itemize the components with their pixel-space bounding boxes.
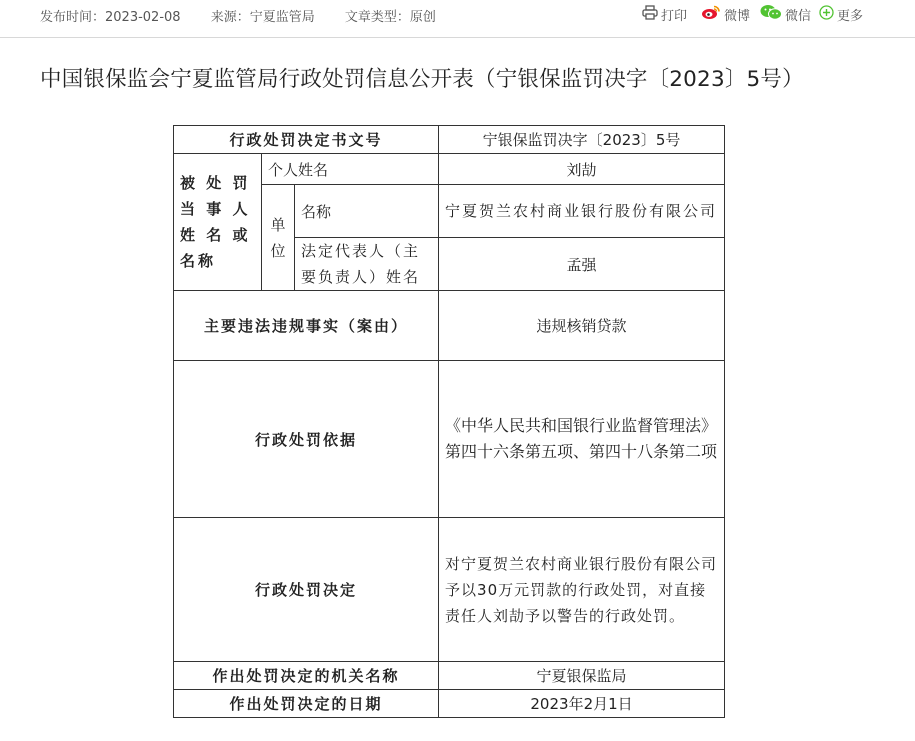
facts-label: 主要违法违规事实（案由） <box>174 291 439 361</box>
personal-name-label: 个人姓名 <box>262 154 439 185</box>
unit-label-line: 位 <box>270 241 286 260</box>
decision-label: 行政处罚决定 <box>174 518 439 662</box>
plus-circle-icon <box>819 5 834 24</box>
table-row <box>174 291 725 361</box>
more-label: 更多 <box>836 8 863 24</box>
authority-label: 作出处罚决定的机关名称 <box>174 662 439 690</box>
weibo-share-button[interactable] <box>701 4 750 24</box>
source: 来源：宁夏监管局 <box>210 10 315 25</box>
date-value: 2023年2月1日 <box>439 690 725 718</box>
party-label-line: 当 事 人 <box>180 200 251 218</box>
facts-value: 违规核销贷款 <box>439 291 725 361</box>
legal-rep-label: 法定代表人（主要负责人）姓名 <box>295 238 439 291</box>
wechat-share-button[interactable] <box>760 4 811 24</box>
table-row <box>174 126 725 154</box>
legal-rep-value: 孟强 <box>439 238 725 291</box>
unit-label-line: 单 <box>270 215 286 234</box>
weibo-label: 微博 <box>723 8 750 24</box>
table-row <box>174 154 725 185</box>
unit-label <box>262 185 295 291</box>
meta-bar <box>0 0 915 34</box>
wechat-icon <box>760 4 782 24</box>
table-row <box>174 361 725 518</box>
page-title: 中国银保监会宁夏监管局行政处罚信息公开表（宁银保监罚决字〔2023〕5号） <box>40 67 804 92</box>
unit-name-value: 宁夏贺兰农村商业银行股份有限公司 <box>439 185 725 238</box>
decision-value: 对宁夏贺兰农村商业银行股份有限公司予以30万元罚款的行政处罚，对直接责任人刘劼予以警告的行政处罚。 <box>439 518 725 662</box>
doc-no-label: 行政处罚决定书文号 <box>174 126 439 154</box>
party-label-line: 姓 名 或 <box>180 226 251 244</box>
party-label <box>174 154 262 291</box>
authority-value: 宁夏银保监局 <box>439 662 725 690</box>
article-meta <box>40 6 462 25</box>
personal-name-value: 刘劼 <box>439 154 725 185</box>
unit-name-label: 名称 <box>295 185 439 238</box>
doc-no-value: 宁银保监罚决字〔2023〕5号 <box>439 126 725 154</box>
table-row <box>174 690 725 718</box>
share-bar <box>632 4 863 24</box>
wechat-label: 微信 <box>784 8 811 24</box>
basis-value: 《中华人民共和国银行业监督管理法》第四十六条第五项、第四十八条第二项 <box>439 361 725 518</box>
more-share-button[interactable] <box>819 5 863 24</box>
table-row <box>174 518 725 662</box>
table-row <box>174 662 725 690</box>
printer-icon <box>642 5 658 24</box>
party-label-line: 被 处 罚 <box>180 174 251 192</box>
basis-label: 行政处罚依据 <box>174 361 439 518</box>
print-label: 打印 <box>660 8 687 24</box>
print-button[interactable] <box>642 5 687 24</box>
header-divider <box>0 37 915 38</box>
publish-date: 发布时间：2023-02-08 <box>40 10 181 25</box>
party-label-line: 名称 <box>180 252 217 270</box>
date-label: 作出处罚决定的日期 <box>174 690 439 718</box>
article-type: 文章类型：原创 <box>344 10 436 25</box>
penalty-info-table <box>173 125 725 718</box>
weibo-icon <box>701 4 721 24</box>
